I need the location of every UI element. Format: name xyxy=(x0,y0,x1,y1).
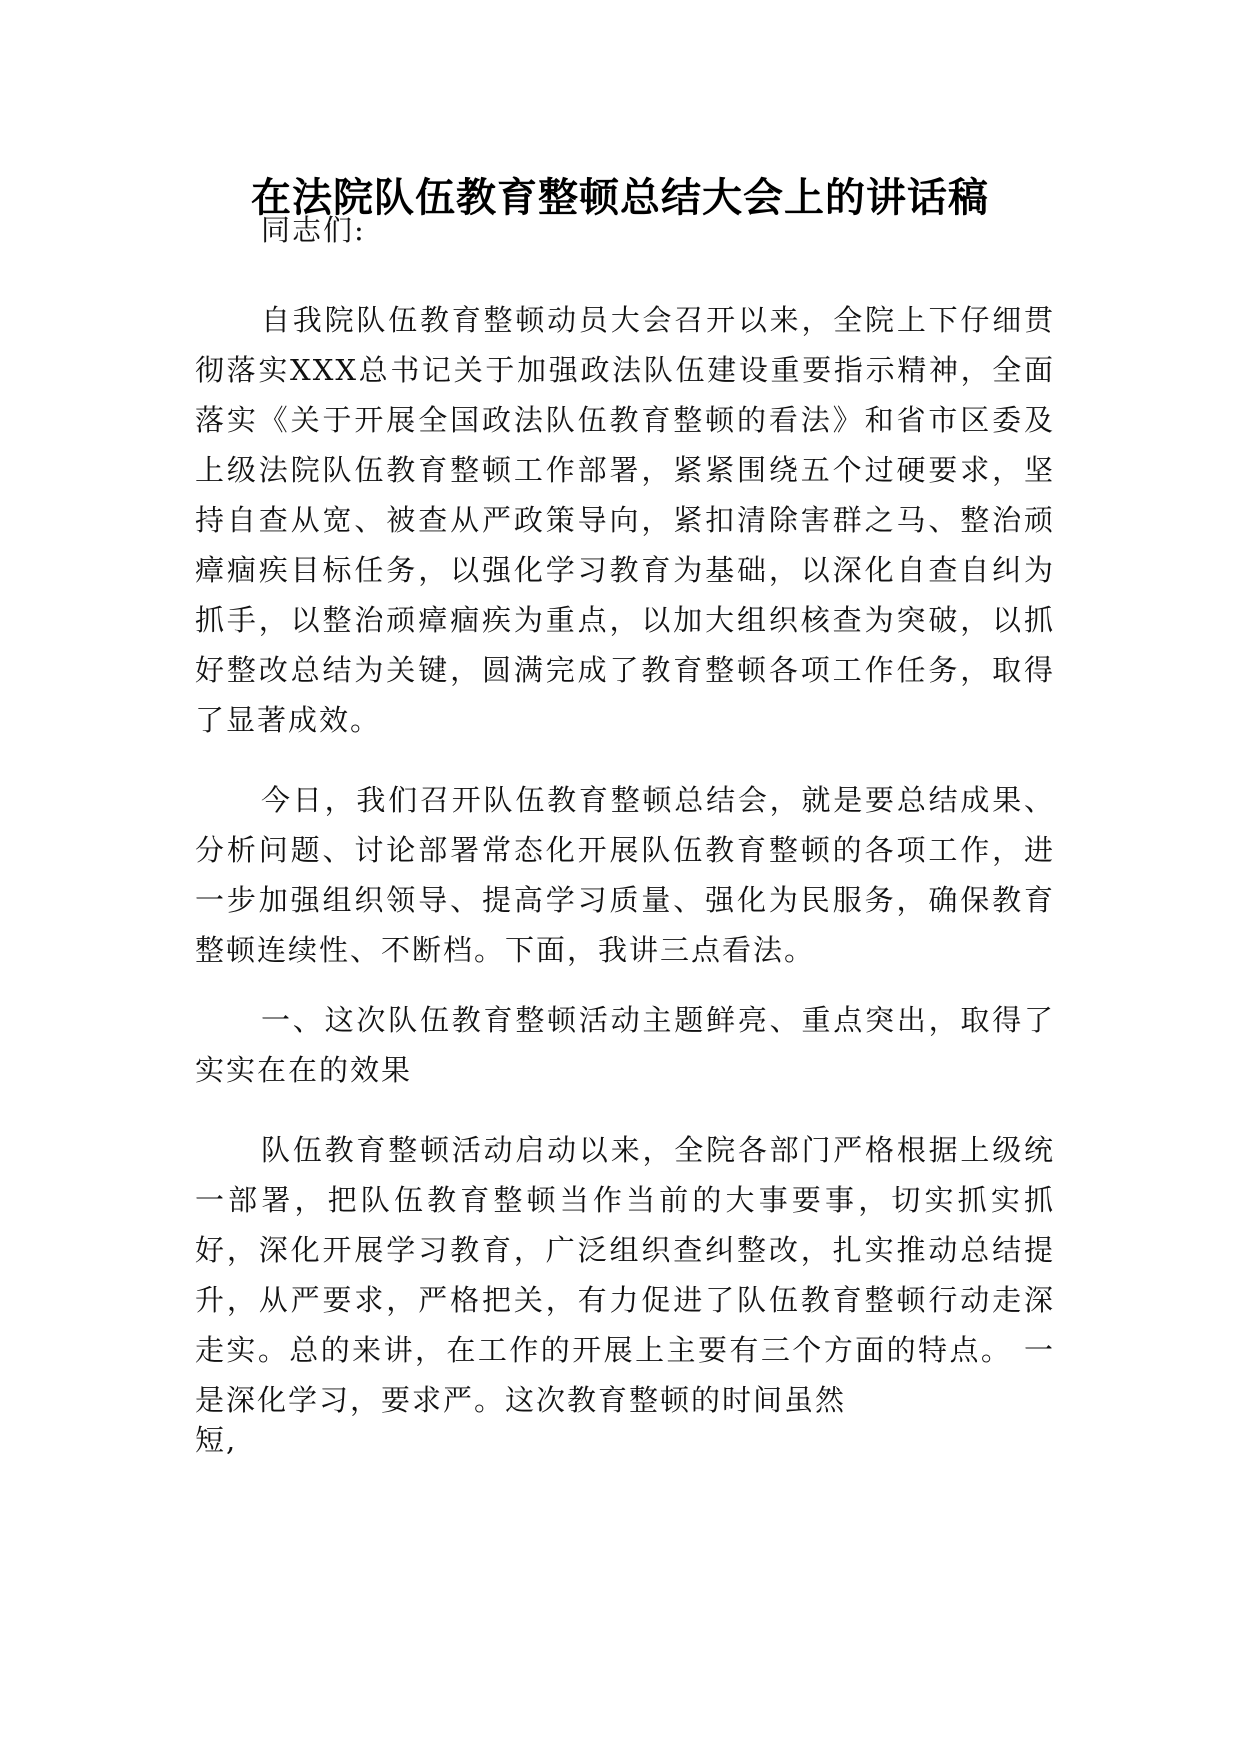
section-heading-one: 一、这次队伍教育整顿活动主题鲜亮、重点突出，取得了实实在在的效果 xyxy=(195,1003,1055,1087)
paragraph-section-one: 队伍教育整顿活动启动以来，全院各部门严格根据上级统一部署，把队伍教育整顿当作当前的大事要事，切实抓实抓好，深化开展学习教育，广泛组织查纠整改，扎实推动总结提升，从严要求，严格把关，有力促进了队伍教育整顿行动走深走实。总的来讲，在工作的开展上主要有三个方面的特点。 一是深化学习，要求严。这次教育整顿的时间虽然 xyxy=(195,1133,1055,1417)
document-title: 在法院队伍教育整顿总结大会上的讲话稿 xyxy=(251,175,989,221)
paragraph-purpose: 今日，我们召开队伍教育整顿总结会，就是要总结成果、分析问题、讨论部署常态化开展队伍教育整顿的各项工作，进一步加强组织领导、提高学习质量、强化为民服务，确保教育整顿连续性、不断档。下面，我讲三点看法。 xyxy=(195,783,1055,967)
paragraph-intro: 自我院队伍教育整顿动员大会召开以来，全院上下仔细贯彻落实XXX总书记关于加强政法队伍建设重要指示精神，全面落实《关于开展全国政法队伍教育整顿的看法》和省市区委及上级法院队伍教育整顿工作部署，紧紧围绕五个过硬要求，坚持自查从宽、被查从严政策导向，紧扣清除害群之马、整治顽瘴痼疾目标任务，以强化学习教育为基础，以深化自查自纠为抓手，以整治顽瘴痼疾为重点，以加大组织核查为突破，以抓好整改总结为关键，圆满完成了教育整顿各项工作任务，取得了显著成效。 xyxy=(195,303,1055,737)
salutation: 同志们: xyxy=(261,213,366,247)
paragraph-continuation: 短, xyxy=(195,1423,238,1457)
